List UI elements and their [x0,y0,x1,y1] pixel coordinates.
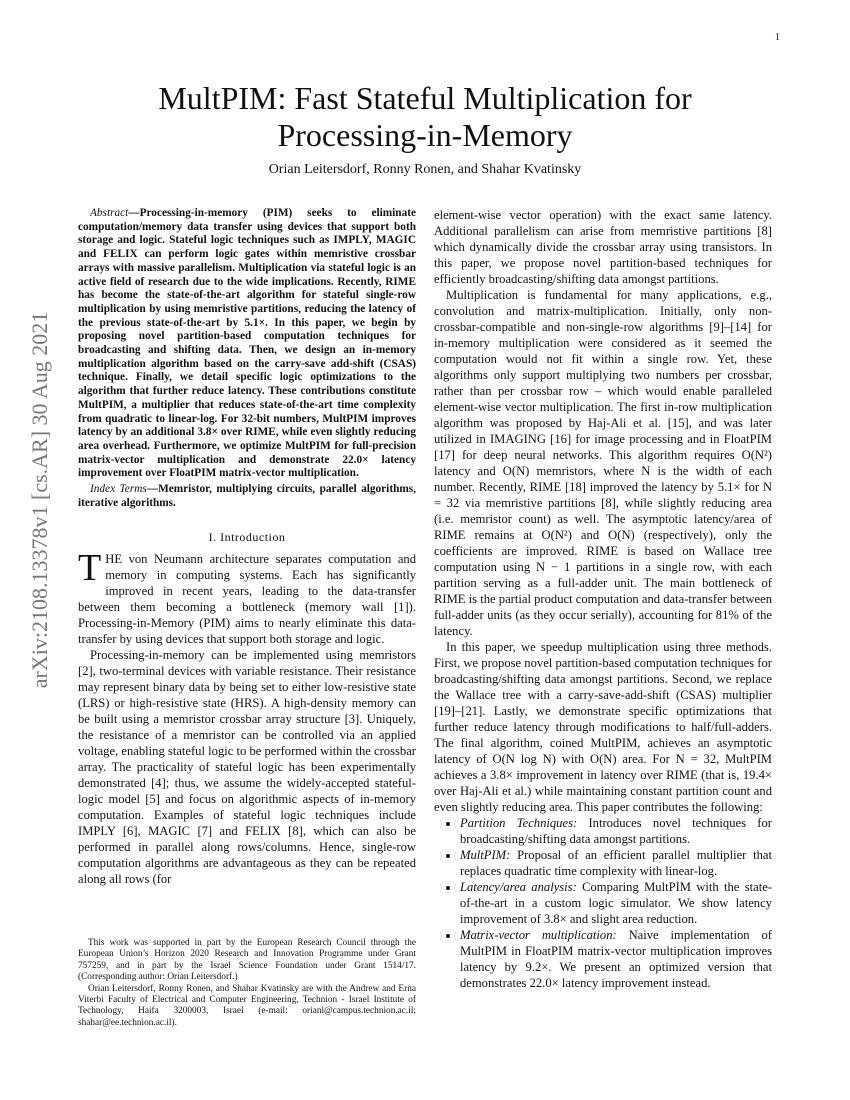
list-item [460,815,772,847]
contribution-text: Naive implementation of MultPIM in FloatPIM matrix-vector multiplication improves latency by 9.2×. We present an optimized version that demonstrates 22.0× latency improvement instead. [460,928,772,990]
drop-cap: T [78,547,102,590]
footnote-affiliation: Orian Leitersdorf, Ronny Ronen, and Shahar Kvatinsky are with the Andrew and Erna Viterbi Faculty of Electrical and Computer Engineering, Technion - Israel Institute of Technology, Haifa 3200003, Israel (e-mail: orianl@campus.technion.ac.il; shahar@ee.technion.ac.il). [78,983,416,1028]
page-number: 1 [775,32,780,43]
list-item [460,847,772,879]
contribution-list [434,815,772,991]
intro-paragraph-1 [78,547,416,647]
list-item [460,879,772,927]
intro-paragraph-2: Processing-in-memory can be implemented using memristors [2], two-terminal devices with variable resistance. Their resistance may represent binary data by being set to either low-resistive state (LRS) or high-resistive state (HRS). A high-density memory can be built using a memristor crossbar array structure [3]. Uniquely, the resistance of a memristor can be controlled via an applied voltage, enabling stateful logic to be performed within the crossbar array. The practicality of stateful logic has been experimentally demonstrated [4]; thus, we assume the widely-accepted stateful-logic model [5] and focus on algorithmic aspects of in-memory computation. Examples of stateful logic techniques include IMPLY [6], MAGIC [7] and FELIX [8], which can also be performed in parallel along rows/columns. Hence, single-row computation algorithms are advantageous as they can be repeated along all rows (for [78,648,416,887]
footnote-funding: This work was supported in part by the European Research Council through the European Union’s Horizon 2020 Research and Innovation Programme under Grant 757259, and in part by the Israel Science Foundation under Grant 1514/17. (Corresponding author: Orian Leitersdorf.) [78,938,416,983]
intro-paragraph-1-text: HE von Neumann architecture separates computation and memory in computing systems. Each has significantly improved in recent years, leading to the data-transfer between them becoming a bottleneck (memory wall [1]). Processing-in-Memory (PIM) aims to nearly eliminate this data-transfer by using devices that support both storage and logic. [78,552,416,647]
arxiv-identifier-text: arXiv:2108.13378v1 [cs.AR] 30 Aug 2021 [27,311,52,689]
paper-title [70,80,780,154]
index-terms-text: —Memristor, multiplying circuits, parallel algorithms, iterative algorithms. [78,483,416,509]
index-terms [78,483,416,510]
contribution-label: Matrix-vector multiplication: [460,928,617,942]
arxiv-identifier [10,290,70,710]
contribution-label: Latency/area analysis: [460,880,577,894]
contribution-text: Comparing MultPIM with the state-of-the-art in a custom logic simulator. We show latency improvement of 3.8× and slight area reduction. [460,880,772,926]
abstract [78,207,416,481]
abstract-label: Abstract [90,207,129,219]
title-line-2: Processing-in-Memory [277,117,573,153]
list-item [460,927,772,991]
left-column [78,207,416,887]
right-paragraph-3: In this paper, we speedup multiplication using three methods. First, we propose novel partition-based computation techniques for broadcasting/shifting data amongst partitions. Second, we replace the Wallace tree with a carry-save-add-shift (CSAS) multiplier [19]–[21]. Lastly, we demonstrate specific optimizations that further reduce latency through modifications to half/full-adders. The final algorithm, coined MultPIM, achieves an asymptotic latency of O(N log N) with O(N) area. For N = 32, MultPIM achieves a 3.8× improvement in latency over RIME (that is, 19.4× over Haj-Ali et al.) while maintaining constant partition count and even slightly reducing area. This paper contributes the following: [434,640,772,814]
footnotes [78,938,416,1029]
contribution-label: Partition Techniques: [460,816,578,830]
right-paragraph-2: Multiplication is fundamental for many applications, e.g., convolution and matrix-multiplication. Initially, only non-crossbar-compatible and non-single-row algorithms [9]–[14] for in-memory multiplication were considered as it seemed the computation would not fit within a single row. Yet, these algorithms only support multiplying two numbers per crossbar, rather than per crossbar row – which would enable paralleled element-wise vector multiplication. The first in-row multiplication algorithm was proposed by Haj-Ali et al. [15], and was later utilized in IMAGING [16] for image processing and in FloatPIM [17] for deep neural networks. This algorithm requires O(N²) latency and O(N) memristors, where N is the width of each number. Recently, RIME [18] improved the latency by 5.1× for N = 32 via memristive partitions [8], while slightly reducing area (i.e. memristor count) as well. The asymptotic latency/area of RIME remains at O(N²) and O(N) (respectively), only the coefficients are improved. RIME is based on Wallace tree computation using N − 1 partitions in a single row, with each partition serving as a full-adder unit. The main bottleneck of RIME is the partial product computation and data-transfer between full-adder units (as they occur serially), accounting for 81% of the latency. [434,288,772,638]
abstract-text: —Processing-in-memory (PIM) seeks to eliminate computation/memory data transfer using devices that support both storage and logic. Stateful logic techniques such as IMPLY, MAGIC and FELIX can perform logic gates within memristive crossbar arrays with massive parallelism. Multiplication via stateful logic is an active field of research due to the wide implications. Recently, RIME has become the state-of-the-art algorithm for stateful single-row multiplication by using memristive partitions, reducing the latency of the previous state-of-the-art by 5.1×. In this paper, we begin by proposing novel partition-based computation techniques for broadcasting and shifting data. Then, we design an in-memory multiplication algorithm based on the carry-save add-shift (CSAS) technique. Finally, we detail specific logic optimizations to the algorithm that further reduce latency. These contributions constitute MultPIM, a multiplier that reduces state-of-the-art time complexity from quadratic to linear-log. For 32-bit numbers, MultPIM improves latency by an additional 3.8× over RIME, while even slightly reducing area overhead. Furthermore, we optimize MultPIM for full-precision matrix-vector multiplication and demonstrate 22.0× latency improvement over FloatPIM matrix-vector multiplication. [78,207,416,480]
contribution-text: Proposal of an efficient parallel multiplier that replaces quadratic time complexity with linear-log. [460,848,772,878]
right-paragraph-1: element-wise vector operation) with the exact same latency. Additional parallelism can arise from memristive partitions [8] which dynamically divide the crossbar array using transistors. In this paper, we propose novel partition-based techniques for efficiently broadcasting/shifting data amongst partitions. [434,208,772,286]
index-terms-label: Index Terms [90,483,147,496]
section-heading: I. Introduction [208,530,286,545]
title-line-1: MultPIM: Fast Stateful Multiplication for [158,80,692,116]
right-column [434,207,772,991]
intro-body [78,547,416,887]
author-list: Orian Leitersdorf, Ronny Ronen, and Shahar Kvatinsky [268,162,582,177]
contribution-label: MultPIM: [460,848,511,862]
contribution-text: Introduces novel techniques for broadcasting/shifting data amongst partitions. [460,816,772,846]
